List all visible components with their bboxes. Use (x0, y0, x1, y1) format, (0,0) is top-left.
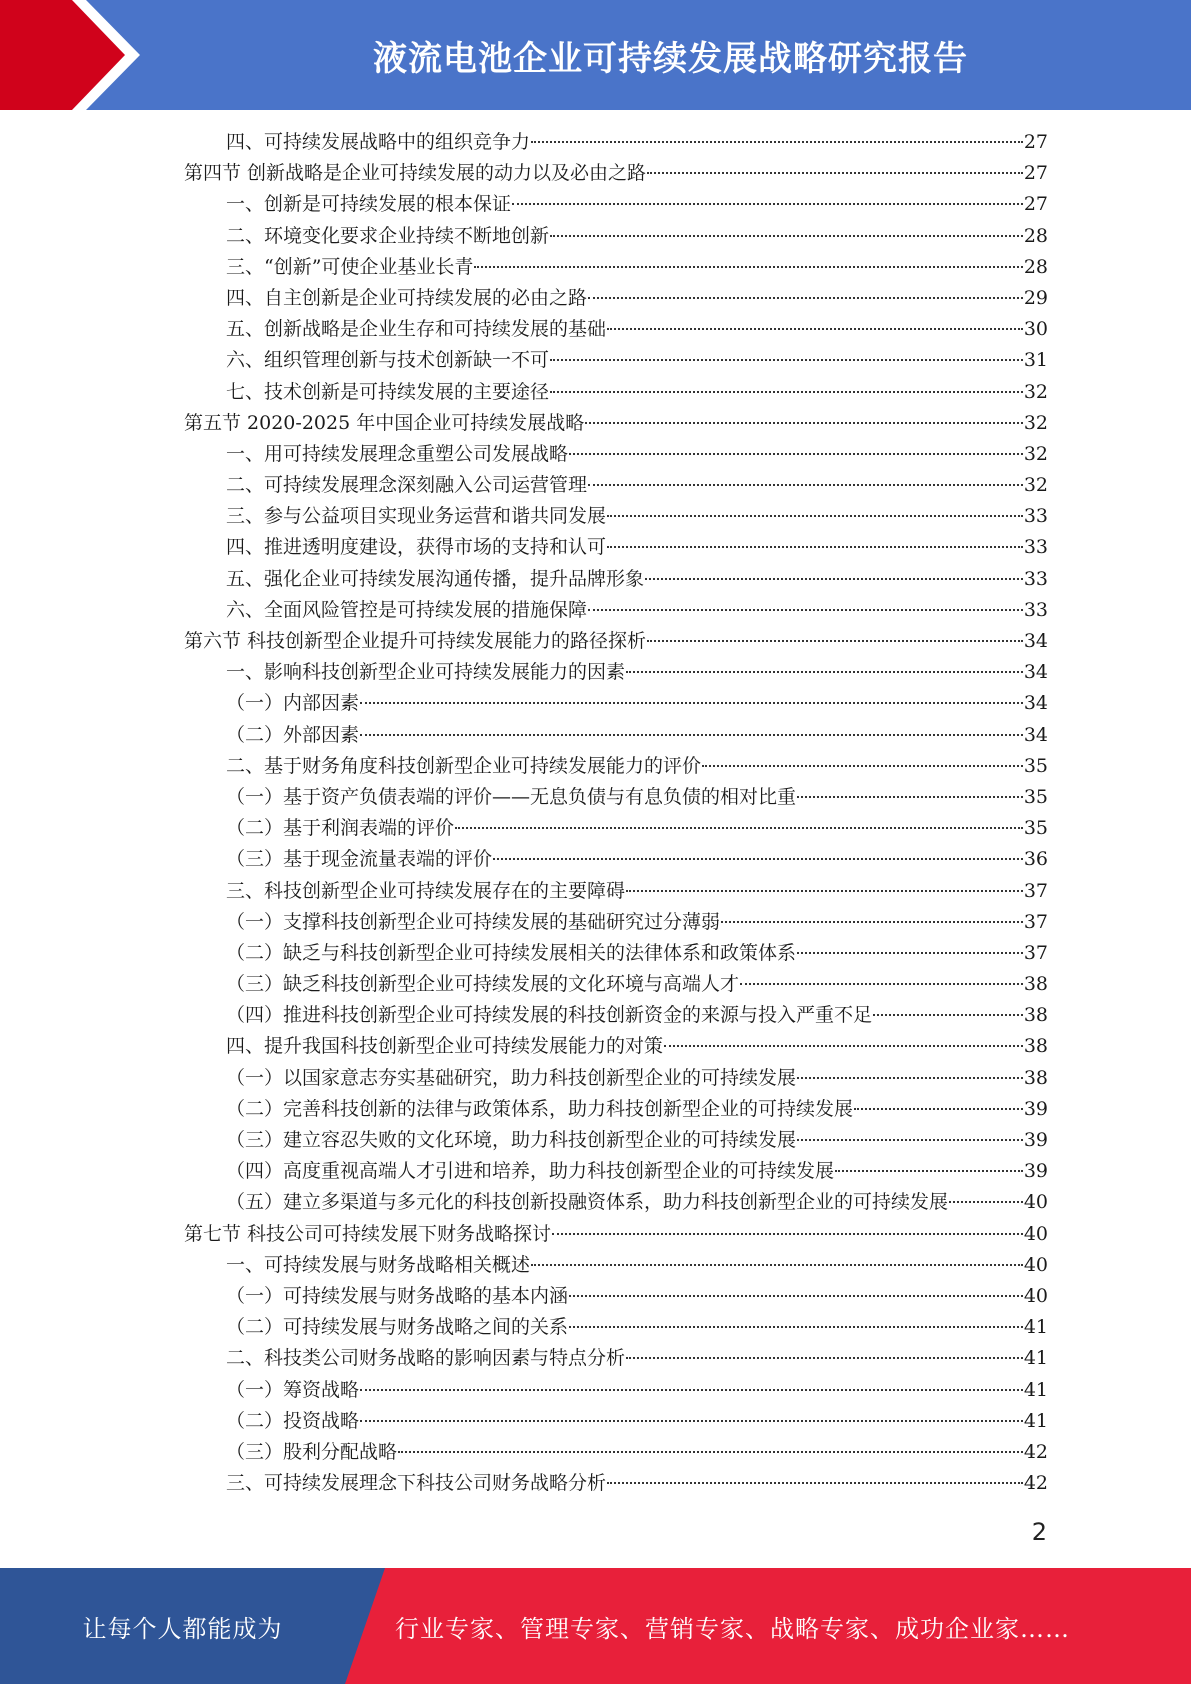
toc-entry-page: 34 (1023, 630, 1048, 652)
toc-entry-title: 四、可持续发展战略中的组织竞争力 (226, 131, 531, 153)
toc-entry[interactable] (184, 1375, 1048, 1406)
toc-entry[interactable] (184, 626, 1048, 657)
toc-entry-title: （三）基于现金流量表端的评价 (226, 848, 493, 871)
toc-entry-title: （二）投资战略 (226, 1409, 360, 1432)
toc-entry-title: 三、“创新”可使企业基业长青 (226, 255, 474, 278)
toc-entry-title: （四）高度重视高端人才引进和培养，助力科技创新型企业的可持续发展 (226, 1160, 835, 1183)
toc-entry[interactable] (184, 657, 1048, 688)
toc-entry-title: 一、用可持续发展理念重塑公司发展战略 (226, 442, 569, 465)
chevron-arrow-logo (0, 0, 160, 110)
toc-entry[interactable] (184, 1468, 1048, 1499)
toc-dot-leader (360, 1420, 1023, 1422)
page-number: 2 (1031, 1518, 1047, 1546)
toc-entry[interactable] (184, 595, 1048, 626)
toc-entry[interactable] (184, 844, 1048, 875)
toc-entry[interactable] (184, 501, 1048, 532)
toc-entry[interactable] (184, 813, 1048, 844)
toc-dot-leader (647, 172, 1023, 174)
toc-entry-page: 32 (1023, 411, 1048, 434)
toc-dot-leader (797, 1139, 1023, 1141)
toc-dot-leader (550, 391, 1023, 393)
toc-entry[interactable] (184, 969, 1048, 1000)
toc-entry[interactable] (184, 1156, 1048, 1187)
toc-dot-leader (626, 1357, 1023, 1359)
toc-entry-title: 三、可持续发展理念下科技公司财务战略分析 (226, 1472, 607, 1495)
toc-dot-leader (398, 1451, 1023, 1453)
toc-entry-title: 二、可持续发展理念深刻融入公司运营管理 (226, 474, 588, 497)
toc-dot-leader (835, 1170, 1023, 1172)
toc-entry-title: 二、基于财务角度科技创新型企业可持续发展能力的评价 (226, 754, 702, 777)
toc-entry[interactable] (184, 1250, 1048, 1281)
toc-entry-page: 28 (1023, 255, 1048, 278)
toc-dot-leader (949, 1201, 1023, 1203)
toc-entry-page: 32 (1023, 380, 1048, 403)
toc-dot-leader (585, 422, 1023, 424)
toc-entry-title: 五、强化企业可持续发展沟通传播，提升品牌形象 (226, 567, 645, 590)
toc-entry[interactable] (184, 751, 1048, 782)
toc-entry-title: （一）筹资战略 (226, 1378, 360, 1401)
toc-dot-leader (664, 1045, 1023, 1047)
toc-entry[interactable] (184, 1219, 1048, 1250)
toc-entry[interactable] (184, 127, 1048, 158)
toc-entry[interactable] (184, 314, 1048, 345)
toc-entry-title: 一、可持续发展与财务战略相关概述 (226, 1253, 531, 1276)
toc-entry-page: 33 (1023, 567, 1048, 590)
toc-entry-title: （二）可持续发展与财务战略之间的关系 (226, 1316, 569, 1339)
toc-dot-leader (607, 546, 1023, 548)
toc-entry-page: 33 (1023, 536, 1048, 559)
toc-dot-leader (740, 983, 1023, 985)
toc-entry-page: 39 (1023, 1160, 1048, 1183)
toc-dot-leader (360, 702, 1023, 704)
toc-entry-title: （一）支撑科技创新型企业可持续发展的基础研究过分薄弱 (226, 910, 721, 933)
toc-entry-title: （一）以国家意志夯实基础研究，助力科技创新型企业的可持续发展 (226, 1066, 797, 1089)
toc-entry-title: （一）基于资产负债表端的评价——无息负债与有息负债的相对比重 (226, 785, 797, 808)
toc-entry[interactable] (184, 470, 1048, 501)
toc-dot-leader (626, 890, 1023, 892)
toc-entry-title: （二）基于利润表端的评价 (226, 817, 455, 840)
toc-entry-page: 35 (1023, 817, 1048, 840)
toc-dot-leader (873, 1014, 1023, 1016)
toc-entry-title: 一、影响科技创新型企业可持续发展能力的因素 (226, 661, 626, 684)
toc-entry-page: 38 (1023, 1035, 1048, 1058)
toc-entry-title: 四、提升我国科技创新型企业可持续发展能力的对策 (226, 1035, 664, 1058)
toc-entry-page: 38 (1023, 973, 1048, 996)
toc-entry[interactable] (184, 688, 1048, 719)
toc-entry[interactable] (184, 408, 1048, 439)
toc-entry[interactable] (184, 782, 1048, 813)
toc-dot-leader (607, 1482, 1023, 1484)
toc-entry[interactable] (184, 1000, 1048, 1031)
toc-entry-page: 27 (1023, 193, 1048, 216)
toc-entry[interactable] (184, 1031, 1048, 1062)
toc-dot-leader (645, 578, 1023, 580)
toc-entry-title: 第五节 2020-2025 年中国企业可持续发展战略 (184, 411, 585, 434)
toc-entry-title: （三）建立容忍失败的文化环境，助力科技创新型企业的可持续发展 (226, 1129, 797, 1151)
toc-dot-leader (360, 734, 1023, 736)
toc-entry-page: 37 (1023, 941, 1048, 964)
toc-entry-title: 七、技术创新是可持续发展的主要途径 (226, 380, 550, 403)
toc-entry-title: 三、科技创新型企业可持续发展存在的主要障碍 (226, 879, 626, 902)
toc-entry[interactable] (184, 876, 1048, 907)
toc-entry[interactable] (184, 345, 1048, 376)
toc-entry[interactable] (184, 1281, 1048, 1312)
page-header (0, 0, 1191, 110)
document-title: 液流电池企业可持续发展战略研究报告 (373, 38, 968, 79)
toc-dot-leader (493, 858, 1023, 860)
toc-entry-page: 35 (1023, 754, 1048, 777)
toc-dot-leader (588, 609, 1023, 611)
toc-entry-page: 37 (1023, 910, 1048, 933)
toc-entry-page: 33 (1023, 505, 1048, 528)
toc-dot-leader (531, 1264, 1023, 1266)
toc-entry-page: 38 (1023, 1066, 1048, 1089)
toc-entry-title: 四、自主创新是企业可持续发展的必由之路 (226, 286, 588, 309)
toc-entry-page: 41 (1023, 1316, 1048, 1339)
toc-entry-page: 40 (1023, 1284, 1048, 1307)
toc-entry-page: 41 (1023, 1347, 1048, 1370)
toc-entry-title: （三）缺乏科技创新型企业可持续发展的文化环境与高端人才 (226, 973, 740, 996)
toc-entry-title: （三）股利分配战略 (226, 1440, 398, 1463)
toc-entry-page: 31 (1023, 349, 1048, 372)
toc-entry[interactable] (184, 1406, 1048, 1437)
toc-entry[interactable] (184, 221, 1048, 252)
toc-entry[interactable] (184, 252, 1048, 283)
toc-entry[interactable] (184, 907, 1048, 938)
toc-entry[interactable] (184, 1125, 1048, 1156)
toc-entry-title: 三、参与公益项目实现业务运营和谐共同发展 (226, 505, 607, 528)
toc-entry-title: 五、创新战略是企业生存和可持续发展的基础 (226, 318, 607, 341)
toc-entry-page: 33 (1023, 598, 1048, 621)
toc-entry-page: 38 (1023, 1004, 1048, 1027)
toc-dot-leader (647, 640, 1023, 642)
toc-entry-page: 34 (1023, 661, 1048, 684)
toc-entry-page: 40 (1023, 1191, 1048, 1214)
toc-dot-leader (569, 1326, 1023, 1328)
toc-dot-leader (360, 1389, 1023, 1391)
toc-entry[interactable] (184, 1187, 1048, 1218)
toc-entry-title: （二）外部因素 (226, 723, 360, 746)
toc-entry-title: 第七节 科技公司可持续发展下财务战略探讨 (184, 1222, 552, 1245)
toc-dot-leader (531, 141, 1023, 143)
toc-entry-page: 32 (1023, 474, 1048, 497)
toc-entry-title: 六、组织管理创新与技术创新缺一不可 (226, 349, 550, 372)
toc-dot-leader (569, 453, 1023, 455)
toc-entry-title: （一）内部因素 (226, 692, 360, 715)
toc-entry-title: （四）推进科技创新型企业可持续发展的科技创新资金的来源与投入严重不足 (226, 1004, 873, 1027)
toc-dot-leader (797, 1077, 1023, 1079)
toc-entry-page: 39 (1023, 1129, 1048, 1151)
toc-entry-title: （五）建立多渠道与多元化的科技创新投融资体系，助力科技创新型企业的可持续发展 (226, 1191, 949, 1214)
toc-entry-page: 39 (1023, 1097, 1048, 1120)
toc-entry-page: 42 (1023, 1440, 1048, 1463)
toc-entry-page: 32 (1023, 442, 1048, 465)
footer-slogan-roles: 行业专家、管理专家、营销专家、战略专家、成功企业家…… (395, 1614, 1070, 1643)
toc-entry-title: 第六节 科技创新型企业提升可持续发展能力的路径探析 (184, 630, 647, 652)
toc-entry-page: 35 (1023, 785, 1048, 808)
toc-dot-leader (588, 297, 1023, 299)
toc-dot-leader (721, 921, 1023, 923)
toc-dot-leader (588, 484, 1023, 486)
toc-dot-leader (702, 765, 1023, 767)
toc-dot-leader (607, 328, 1023, 330)
toc-dot-leader (550, 235, 1023, 237)
toc-entry-page: 34 (1023, 723, 1048, 746)
toc-entry-title: 二、科技类公司财务战略的影响因素与特点分析 (226, 1347, 626, 1370)
toc-entry[interactable] (184, 377, 1048, 408)
toc-entry-page: 27 (1023, 162, 1048, 185)
toc-dot-leader (552, 1233, 1023, 1235)
toc-entry-page: 34 (1023, 692, 1048, 715)
toc-entry-title: 第四节 创新战略是企业可持续发展的动力以及必由之路 (184, 162, 647, 185)
toc-entry[interactable] (184, 564, 1048, 595)
toc-entry-page: 42 (1023, 1472, 1048, 1495)
toc-entry[interactable] (184, 1063, 1048, 1094)
toc-entry-title: 六、全面风险管控是可持续发展的措施保障 (226, 598, 588, 621)
toc-entry[interactable] (184, 158, 1048, 189)
toc-entry-page: 29 (1023, 286, 1048, 309)
toc-entry[interactable] (184, 1343, 1048, 1374)
toc-entry-title: （二）缺乏与科技创新型企业可持续发展相关的法律体系和政策体系 (226, 941, 797, 964)
toc-entry[interactable] (184, 938, 1048, 969)
toc-entry-title: 二、环境变化要求企业持续不断地创新 (226, 224, 550, 247)
toc-dot-leader (455, 827, 1023, 829)
toc-dot-leader (797, 796, 1023, 798)
toc-dot-leader (569, 1295, 1023, 1297)
page-footer (0, 1568, 1191, 1684)
toc-entry-page: 41 (1023, 1378, 1048, 1401)
toc-entry[interactable] (184, 189, 1048, 220)
toc-dot-leader (607, 515, 1023, 517)
toc-entry-page: 40 (1023, 1222, 1048, 1245)
toc-entry[interactable] (184, 720, 1048, 751)
toc-entry[interactable] (184, 439, 1048, 470)
toc-entry[interactable] (184, 532, 1048, 563)
toc-dot-leader (797, 952, 1023, 954)
footer-slogan-lead: 让每个人都能成为 (82, 1614, 283, 1643)
toc-entry-page: 37 (1023, 879, 1048, 902)
toc-entry-title: （二）完善科技创新的法律与政策体系，助力科技创新型企业的可持续发展 (226, 1097, 854, 1120)
table-of-contents (184, 127, 1048, 1499)
toc-entry-page: 30 (1023, 318, 1048, 341)
toc-entry-page: 40 (1023, 1253, 1048, 1276)
toc-entry-page: 28 (1023, 224, 1048, 247)
toc-dot-leader (474, 266, 1022, 268)
toc-entry-page: 27 (1023, 131, 1048, 153)
toc-dot-leader (512, 203, 1023, 205)
toc-entry[interactable] (184, 283, 1048, 314)
toc-entry-page: 41 (1023, 1409, 1048, 1432)
toc-entry-title: 一、创新是可持续发展的根本保证 (226, 193, 512, 216)
toc-dot-leader (626, 671, 1023, 673)
toc-entry[interactable] (184, 1312, 1048, 1343)
toc-entry[interactable] (184, 1094, 1048, 1125)
toc-entry-title: （一）可持续发展与财务战略的基本内涵 (226, 1284, 569, 1307)
toc-entry[interactable] (184, 1437, 1048, 1468)
toc-dot-leader (550, 359, 1023, 361)
toc-dot-leader (854, 1108, 1023, 1110)
toc-entry-page: 36 (1023, 848, 1048, 871)
toc-entry-title: 四、推进透明度建设，获得市场的支持和认可 (226, 536, 607, 559)
